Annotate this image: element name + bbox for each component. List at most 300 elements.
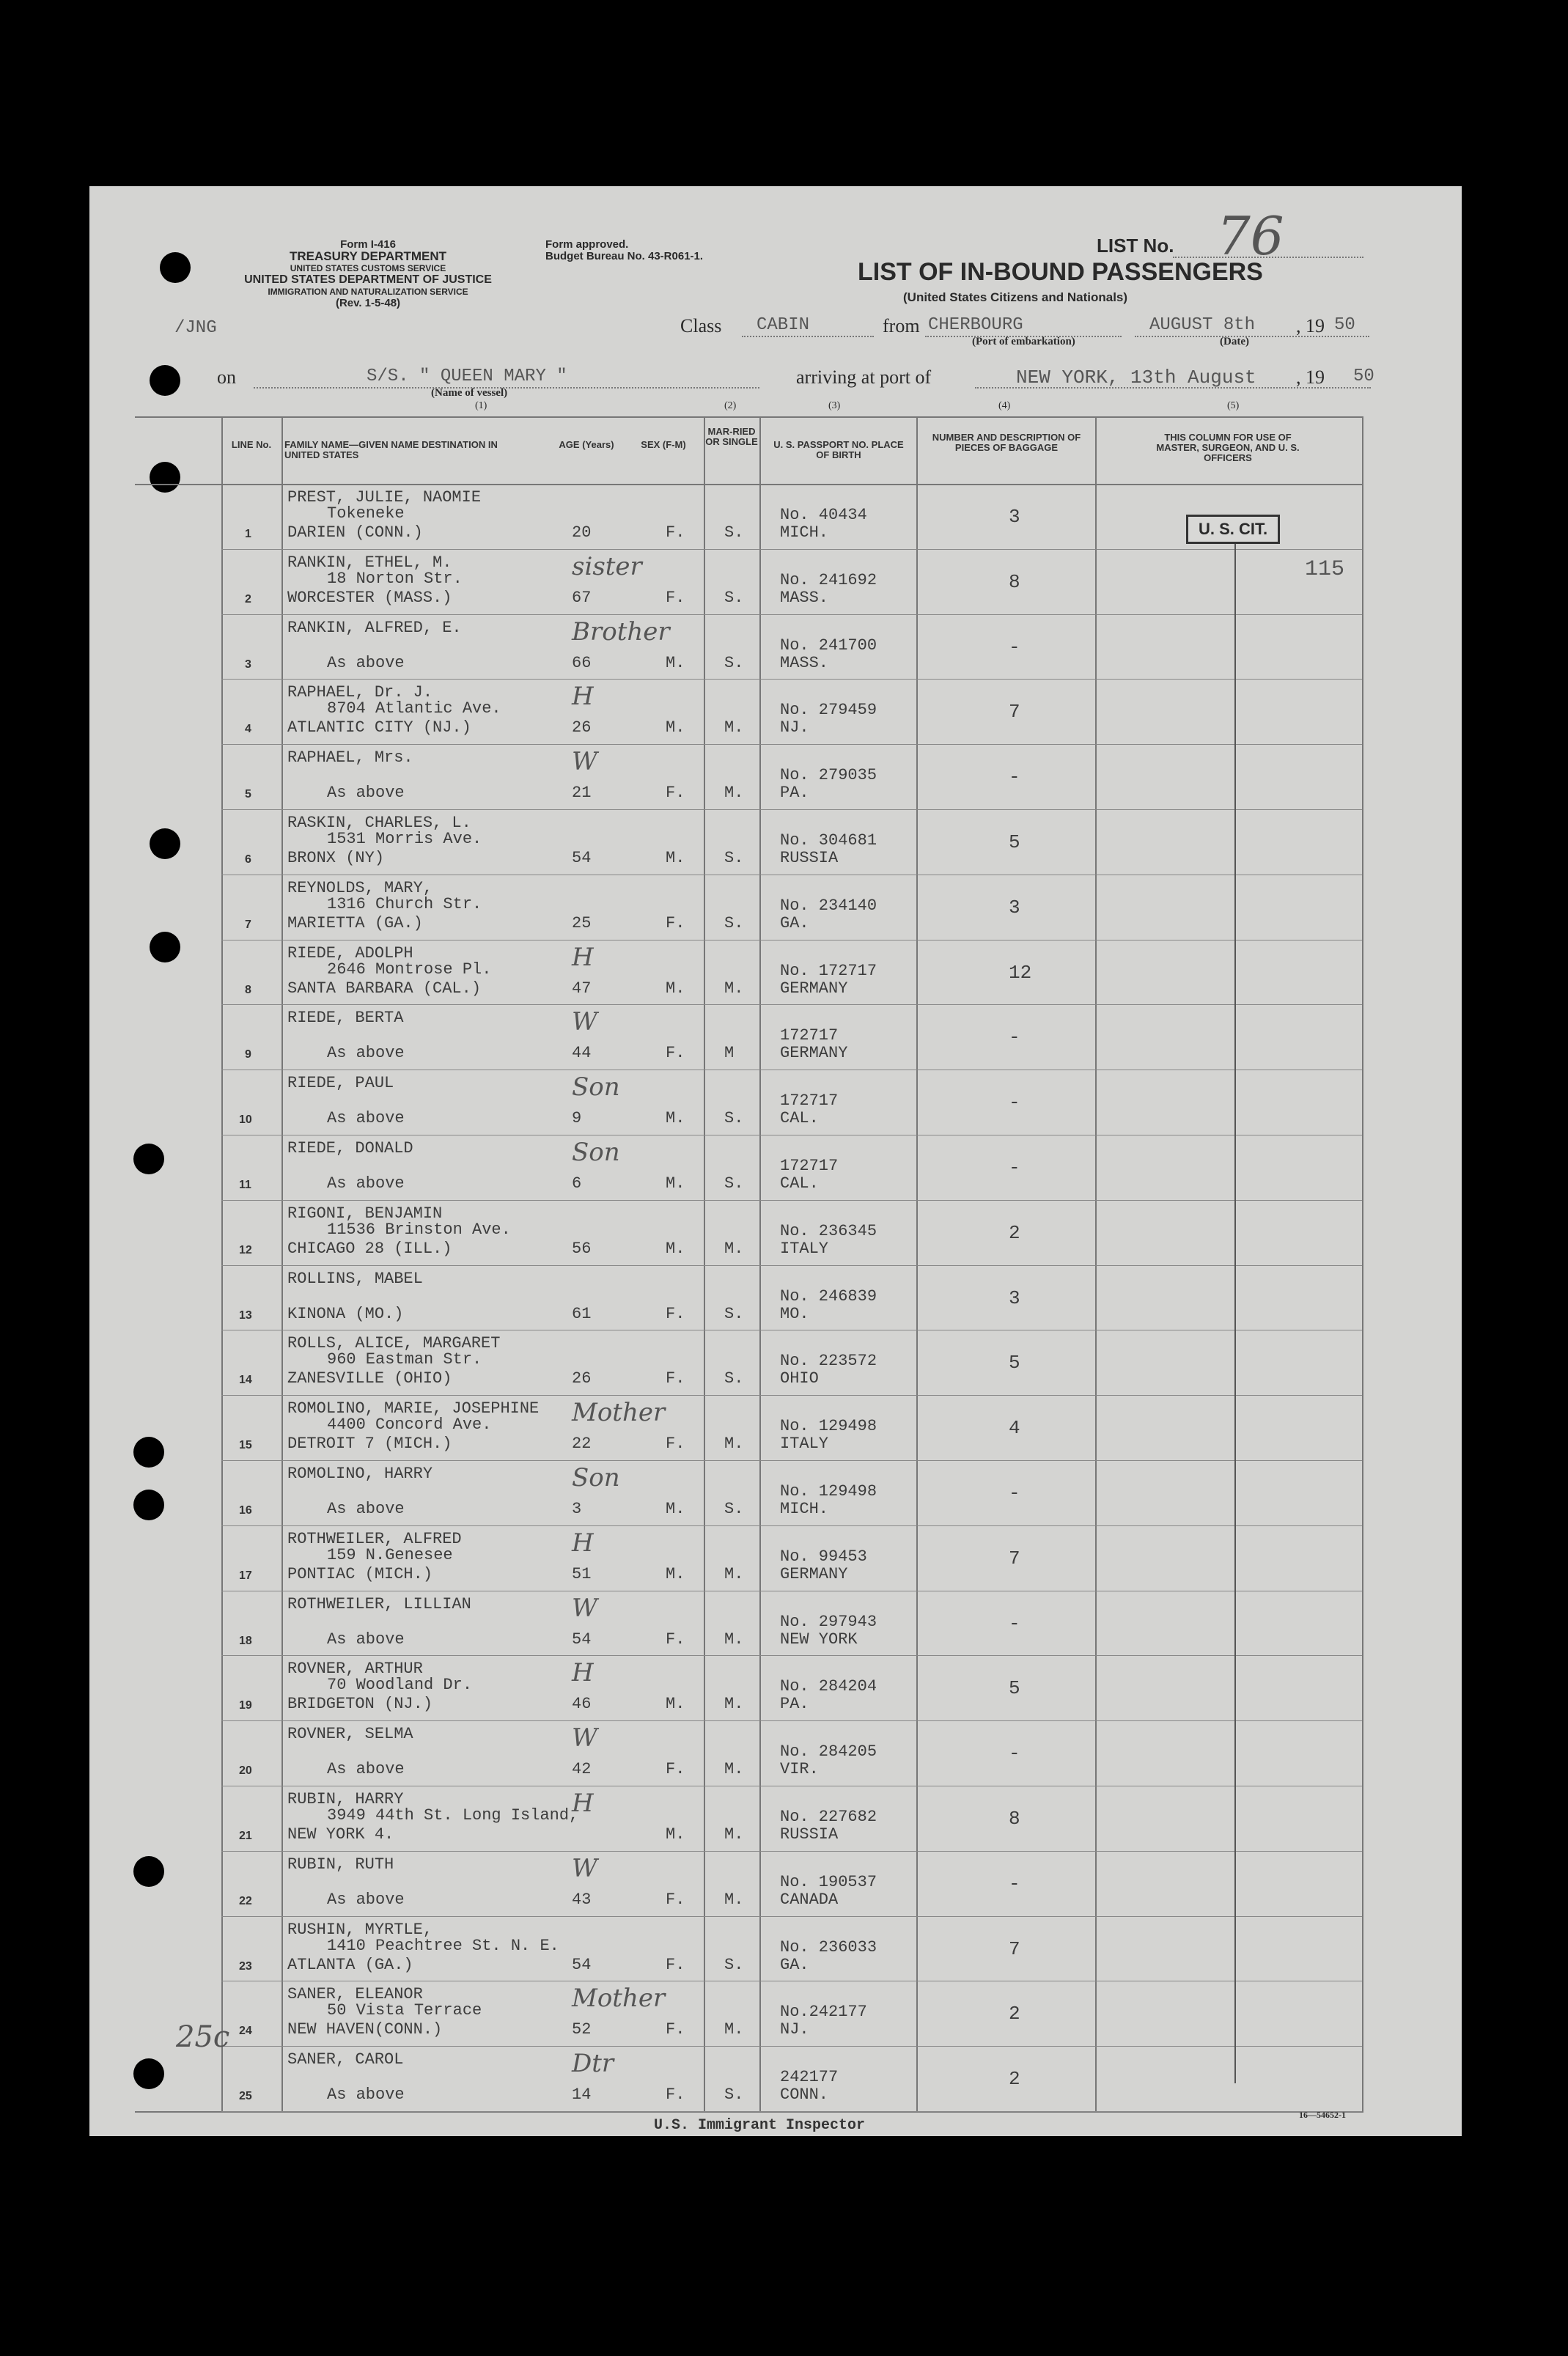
line-number: 22: [239, 1894, 252, 1907]
list-no-value: 76: [1217, 205, 1284, 267]
passenger-name: SANER, CAROL: [287, 2050, 404, 2069]
year-prefix-2: , 19: [1296, 367, 1325, 388]
relationship-note: W: [572, 747, 597, 777]
col-header-line-no: LINE No.: [231, 439, 272, 450]
baggage-count: 3: [1009, 1286, 1020, 1309]
baggage-count: 4: [1009, 1417, 1020, 1440]
sex: F.: [666, 1369, 685, 1388]
destination: NEW YORK 4.: [287, 1825, 394, 1844]
destination: ATLANTA (GA.): [287, 1955, 413, 1974]
address-line-1: 960 Eastman Str.: [327, 1350, 482, 1369]
relationship-note: W: [572, 1593, 597, 1623]
col-header-officers: THIS COLUMN FOR USE OF MASTER, SURGEON, AND U. S. OFFICERS: [1156, 432, 1300, 463]
passenger-name: RAPHAEL, Dr. J.: [287, 683, 433, 702]
sex: F.: [666, 1890, 685, 1909]
sex: M.: [666, 1564, 685, 1583]
passport-no: No. 246839: [780, 1286, 877, 1306]
age: 44: [572, 1044, 592, 1063]
age: 67: [572, 588, 592, 607]
destination: MARIETTA (GA.): [287, 913, 423, 932]
place-of-birth: PA.: [780, 784, 809, 803]
sex: F.: [666, 2020, 685, 2039]
baggage-count: -: [1009, 1157, 1020, 1179]
age: 46: [572, 1695, 592, 1714]
binder-hole: [150, 828, 180, 859]
vessel-label: (Name of vessel): [431, 387, 508, 399]
baggage-count: -: [1009, 766, 1020, 789]
sex: M.: [666, 1500, 685, 1518]
destination: ATLANTIC CITY (NJ.): [287, 718, 471, 737]
address-line-1: 50 Vista Terrace: [327, 2001, 482, 2020]
line-number: 9: [245, 1048, 251, 1061]
destination: As above: [327, 653, 405, 672]
passenger-name: RUBIN, HARRY: [287, 1790, 404, 1808]
place-of-birth: NJ.: [780, 2020, 809, 2039]
destination: As above: [327, 1174, 405, 1193]
place-of-birth: VIR.: [780, 1760, 819, 1779]
marital-status: M.: [724, 1760, 744, 1779]
row-separator: [221, 679, 1362, 680]
row-separator: [221, 1004, 1362, 1005]
year-1: 50: [1334, 315, 1355, 335]
age: 14: [572, 2086, 592, 2105]
passenger-name: SANER, ELEANOR: [287, 1985, 423, 2004]
place-of-birth: MICH.: [780, 523, 829, 542]
date-label: (Date): [1220, 336, 1249, 347]
address-line-1: 3949 44th St. Long Island,: [327, 1806, 579, 1825]
line-number: 21: [239, 1830, 252, 1842]
passenger-name: RIEDE, DONALD: [287, 1139, 413, 1157]
passenger-name: REYNOLDS, MARY,: [287, 878, 433, 897]
baggage-count: -: [1009, 1482, 1020, 1504]
sex: F.: [666, 1955, 685, 1974]
destination: As above: [327, 1890, 405, 1909]
passport-no: No.242177: [780, 2003, 867, 2022]
address-line-1: 18 Norton Str.: [327, 569, 463, 588]
baggage-count: 12: [1009, 961, 1032, 984]
port-embark-label: (Port of embarkation): [972, 336, 1075, 347]
age: 21: [572, 784, 592, 803]
age: 26: [572, 1369, 592, 1388]
relationship-note: Mother: [572, 1398, 666, 1428]
place-of-birth: MASS.: [780, 653, 829, 672]
year-prefix-1: , 19: [1296, 315, 1325, 336]
date-value: AUGUST 8th: [1149, 315, 1256, 335]
baggage-count: -: [1009, 1026, 1020, 1049]
line-number: 18: [239, 1634, 252, 1647]
destination: SANTA BARBARA (CAL.): [287, 979, 482, 998]
customs-service: UNITED STATES CUSTOMS SERVICE: [290, 263, 446, 273]
address-line-1: 1410 Peachtree St. N. E.: [327, 1936, 559, 1955]
place-of-birth: ITALY: [780, 1239, 829, 1258]
passenger-name: RIEDE, PAUL: [287, 1074, 394, 1093]
baggage-count: 2: [1009, 2003, 1020, 2025]
passenger-name: RIEDE, ADOLPH: [287, 943, 413, 962]
binder-hole: [133, 1856, 164, 1887]
sex: M.: [666, 1695, 685, 1714]
marital-status: S.: [724, 913, 744, 932]
budget-bureau: Budget Bureau No. 43-R061-1.: [545, 250, 704, 262]
baggage-count: 8: [1009, 1808, 1020, 1830]
place-of-birth: ITALY: [780, 1435, 829, 1454]
age: 20: [572, 523, 592, 542]
list-subtitle: (United States Citizens and Nationals): [903, 290, 1128, 304]
sex: F.: [666, 523, 685, 542]
place-of-birth: MICH.: [780, 1500, 829, 1518]
place-of-birth: NEW YORK: [780, 1630, 858, 1649]
destination: As above: [327, 2086, 405, 2105]
row-separator: [221, 614, 1362, 615]
passenger-name: ROMOLINO, MARIE, JOSEPHINE: [287, 1399, 540, 1418]
age: 61: [572, 1304, 592, 1323]
age: 47: [572, 979, 592, 998]
passport-no: No. 284204: [780, 1677, 877, 1696]
line-number: 23: [239, 1959, 252, 1973]
marital-status: M.: [724, 1695, 744, 1714]
place-of-birth: RUSSIA: [780, 1825, 839, 1844]
place-of-birth: CONN.: [780, 2086, 829, 2105]
destination: PONTIAC (MICH.): [287, 1564, 433, 1583]
baggage-count: 3: [1009, 896, 1020, 919]
place-of-birth: GERMANY: [780, 1564, 848, 1583]
relationship-note: H: [572, 1528, 594, 1558]
col-header-sex: SEX (F-M): [641, 439, 686, 450]
age: 3: [572, 1500, 582, 1518]
passenger-name: RIEDE, BERTA: [287, 1009, 404, 1028]
on-label: on: [217, 367, 236, 388]
address-line-1: Tokeneke: [327, 504, 405, 523]
class-value: CABIN: [757, 315, 810, 335]
passenger-name: ROVNER, ARTHUR: [287, 1660, 423, 1679]
place-of-birth: RUSSIA: [780, 849, 839, 867]
row-separator: [221, 1916, 1362, 1917]
row-separator: [221, 1200, 1362, 1201]
relationship-note: H: [572, 942, 594, 972]
marital-status: S.: [724, 1500, 744, 1518]
place-of-birth: PA.: [780, 1695, 809, 1714]
baggage-count: -: [1009, 636, 1020, 658]
line-number: 2: [245, 592, 251, 605]
passenger-name: RIGONI, BENJAMIN: [287, 1204, 443, 1223]
age: 26: [572, 718, 592, 737]
destination: DETROIT 7 (MICH.): [287, 1435, 452, 1454]
place-of-birth: GA.: [780, 913, 809, 932]
line-number: 15: [239, 1439, 252, 1452]
relationship-note: sister: [572, 551, 642, 581]
passport-no: No. 223572: [780, 1352, 877, 1371]
col-header-married: MAR-RIED OR SINGLE: [705, 426, 758, 447]
marital-status: S.: [724, 1304, 744, 1323]
passenger-name: RANKIN, ETHEL, M.: [287, 553, 452, 572]
marital-status: M.: [724, 718, 744, 737]
binder-hole: [133, 2058, 164, 2089]
passenger-name: RUSHIN, MYRTLE,: [287, 1920, 433, 1939]
citizen-stamp-text: U. S. CIT.: [1199, 520, 1268, 538]
row-separator: [221, 1525, 1362, 1526]
line-number: 20: [239, 1764, 252, 1778]
marital-status: M.: [724, 1630, 744, 1649]
col-num-1: (1): [475, 400, 487, 411]
form-number: Form I-416: [340, 238, 396, 251]
baggage-count: 7: [1009, 701, 1020, 724]
row-separator: [221, 1851, 1362, 1852]
binder-hole: [160, 252, 191, 283]
marital-status: S.: [724, 653, 744, 672]
passport-no: No. 129498: [780, 1417, 877, 1436]
address-line-1: 11536 Brinston Ave.: [327, 1220, 511, 1239]
sex: M.: [666, 653, 685, 672]
passport-no: No. 304681: [780, 831, 877, 850]
sex: F.: [666, 784, 685, 803]
destination: As above: [327, 1044, 405, 1063]
list-no-label: LIST No.: [1097, 235, 1174, 257]
year-2: 50: [1353, 367, 1374, 386]
passport-no: No. 279459: [780, 701, 877, 720]
age: 6: [572, 1174, 582, 1193]
row-separator: [221, 2111, 1362, 2112]
address-line-1: 1531 Morris Ave.: [327, 830, 482, 848]
vessel-name: S/S. " QUEEN MARY ": [367, 367, 567, 386]
destination: WORCESTER (MASS.): [287, 588, 452, 607]
passport-no: No. 241692: [780, 570, 877, 589]
passenger-name: ROTHWEILER, ALFRED: [287, 1529, 462, 1548]
passenger-name: PREST, JULIE, NAOMIE: [287, 488, 482, 507]
relationship-note: H: [572, 1658, 594, 1688]
baggage-count: 3: [1009, 506, 1020, 528]
baggage-count: -: [1009, 1612, 1020, 1635]
col-num-5: (5): [1227, 400, 1240, 411]
relationship-note: Son: [572, 1072, 620, 1102]
sex: M.: [666, 849, 685, 867]
destination: As above: [327, 784, 405, 803]
sex: F.: [666, 1760, 685, 1779]
address-line-1: 8704 Atlantic Ave.: [327, 699, 501, 718]
line-number: 14: [239, 1374, 252, 1387]
passport-no: No. 236345: [780, 1221, 877, 1240]
relationship-note: Mother: [572, 1984, 666, 2014]
sex: F.: [666, 1630, 685, 1649]
passenger-name: ROLLS, ALICE, MARGARET: [287, 1334, 501, 1353]
baggage-count: 7: [1009, 1547, 1020, 1569]
row-separator: [221, 744, 1362, 745]
destination: BRONX (NY): [287, 849, 385, 867]
place-of-birth: GERMANY: [780, 979, 848, 998]
treasury-dept: TREASURY DEPARTMENT: [289, 249, 447, 263]
from-value: CHERBOURG: [928, 315, 1023, 335]
age: 56: [572, 1239, 592, 1258]
destination: CHICAGO 28 (ILL.): [287, 1239, 452, 1258]
marital-status: M.: [724, 784, 744, 803]
citizen-stamp: [1186, 515, 1280, 544]
binder-hole: [150, 932, 180, 962]
sex: M.: [666, 1174, 685, 1193]
marital-status: S.: [724, 523, 744, 542]
baggage-count: 2: [1009, 2068, 1020, 2091]
passport-no: No. 279035: [780, 766, 877, 785]
col-num-3: (3): [828, 400, 841, 411]
baggage-count: 2: [1009, 1221, 1020, 1244]
class-label: Class: [680, 315, 722, 336]
passport-no: 172717: [780, 1157, 839, 1175]
marital-status: M.: [724, 1239, 744, 1258]
arrival-value: NEW YORK, 13th August: [1016, 367, 1256, 389]
marital-status: S.: [724, 588, 744, 607]
age: 22: [572, 1435, 592, 1454]
age: 43: [572, 1890, 592, 1909]
destination: As above: [327, 1109, 405, 1128]
form-reference: 16—54652-1: [1299, 2110, 1346, 2120]
place-of-birth: GA.: [780, 1955, 809, 1974]
row-separator: [221, 1395, 1362, 1396]
margin-note: 25c: [176, 2020, 230, 2054]
passport-no: No. 234140: [780, 896, 877, 915]
marital-status: S.: [724, 849, 744, 867]
binder-hole: [133, 1437, 164, 1468]
col-header-passport: U. S. PASSPORT NO. PLACE OF BIRTH: [773, 439, 904, 460]
line-number: 4: [245, 723, 251, 736]
passenger-name: ROTHWEILER, LILLIAN: [287, 1594, 471, 1613]
marital-status: S.: [724, 1955, 744, 1974]
relationship-note: W: [572, 1723, 597, 1753]
passport-no: 172717: [780, 1092, 839, 1111]
baggage-count: 5: [1009, 1677, 1020, 1700]
marital-status: M.: [724, 979, 744, 998]
sex: M.: [666, 1109, 685, 1128]
destination: As above: [327, 1500, 405, 1518]
col-header-baggage: NUMBER AND DESCRIPTION OF PIECES OF BAGGAGE: [932, 432, 1081, 453]
place-of-birth: MO.: [780, 1304, 809, 1323]
form-header-left: [214, 239, 522, 309]
passenger-name: RUBIN, RUTH: [287, 1855, 394, 1874]
address-line-1: 4400 Concord Ave.: [327, 1416, 492, 1435]
baggage-count: -: [1009, 1742, 1020, 1765]
marital-status: M.: [724, 1435, 744, 1454]
line-number: 3: [245, 658, 251, 671]
age: 54: [572, 1955, 592, 1974]
relationship-note: Brother: [572, 616, 670, 647]
passenger-name: ROMOLINO, HARRY: [287, 1465, 433, 1483]
revision-date: (Rev. 1-5-48): [335, 297, 401, 309]
age: 25: [572, 913, 592, 932]
col-num-4: (4): [998, 400, 1011, 411]
relationship-note: Son: [572, 1138, 620, 1167]
destination: BRIDGETON (NJ.): [287, 1695, 433, 1714]
line-number: 17: [239, 1569, 252, 1582]
marital-status: M.: [724, 2020, 744, 2039]
ins-service: IMMIGRATION AND NATURALIZATION SERVICE: [268, 287, 468, 297]
sex: F.: [666, 913, 685, 932]
passport-no: No. 99453: [780, 1547, 867, 1566]
line-number: 11: [239, 1179, 251, 1191]
row-separator: [221, 2046, 1362, 2047]
address-line-1: 2646 Montrose Pl.: [327, 960, 492, 979]
line-number: 5: [245, 788, 251, 801]
sex: M.: [666, 718, 685, 737]
age: 54: [572, 849, 592, 867]
clerk-initials: /JNG: [174, 318, 217, 338]
sex: F.: [666, 1304, 685, 1323]
passport-no: No. 236033: [780, 1937, 877, 1956]
place-of-birth: GERMANY: [780, 1044, 848, 1063]
line-number: 24: [239, 2025, 252, 2038]
marital-status: M.: [724, 1564, 744, 1583]
row-separator: [221, 809, 1362, 810]
sex: F.: [666, 2086, 685, 2105]
justice-dept: UNITED STATES DEPARTMENT OF JUSTICE: [244, 273, 492, 286]
passport-no: No. 129498: [780, 1482, 877, 1501]
place-of-birth: CAL.: [780, 1174, 819, 1193]
line-number: 8: [245, 983, 251, 996]
place-of-birth: OHIO: [780, 1369, 819, 1388]
baggage-count: 5: [1009, 831, 1020, 853]
col-num-2: (2): [724, 400, 737, 411]
relationship-note: W: [572, 1007, 597, 1037]
passport-no: 172717: [780, 1026, 839, 1045]
place-of-birth: MASS.: [780, 588, 829, 607]
row-separator: [221, 549, 1362, 550]
destination: As above: [327, 1630, 405, 1649]
binder-hole: [150, 365, 180, 396]
address-line-1: 70 Woodland Dr.: [327, 1676, 473, 1695]
line-number: 6: [245, 853, 251, 866]
arriving-label: arriving at port of: [796, 367, 932, 388]
col-header-name: FAMILY NAME—GIVEN NAME DESTINATION IN UNITED STATES: [284, 439, 498, 460]
passenger-name: ROVNER, SELMA: [287, 1725, 413, 1744]
baggage-count: 5: [1009, 1352, 1020, 1374]
from-label: from: [883, 315, 920, 336]
destination: DARIEN (CONN.): [287, 523, 423, 542]
line-number: 16: [239, 1504, 252, 1517]
passport-no: No. 40434: [780, 506, 867, 524]
relationship-note: W: [572, 1853, 597, 1883]
sex: F.: [666, 1435, 685, 1454]
line-number: 19: [239, 1699, 252, 1712]
binder-hole: [150, 462, 180, 493]
passport-no: No. 172717: [780, 961, 877, 980]
place-of-birth: CANADA: [780, 1890, 839, 1909]
form-approval: [545, 239, 703, 262]
address-line-1: 159 N.Genesee: [327, 1545, 453, 1564]
destination: As above: [327, 1760, 405, 1779]
marital-status: M.: [724, 1890, 744, 1909]
side-number: 115: [1305, 557, 1345, 582]
marital-status: S.: [724, 1369, 744, 1388]
sex: M.: [666, 1239, 685, 1258]
destination: NEW HAVEN(CONN.): [287, 2020, 443, 2039]
relationship-note: H: [572, 1789, 594, 1818]
line-number: 12: [239, 1243, 252, 1256]
marital-status: M: [724, 1044, 735, 1063]
marital-status: S.: [724, 1109, 744, 1128]
line-number: 10: [239, 1113, 252, 1127]
relationship-note: H: [572, 682, 594, 712]
marital-status: S.: [724, 2086, 744, 2105]
baggage-count: 7: [1009, 1937, 1020, 1960]
baggage-count: -: [1009, 1092, 1020, 1114]
binder-hole: [133, 1144, 164, 1174]
passport-no: 242177: [780, 2068, 839, 2087]
list-title: LIST OF IN-BOUND PASSENGERS: [858, 258, 1263, 286]
age: 52: [572, 2020, 592, 2039]
age: 51: [572, 1564, 592, 1583]
form-approved: Form approved.: [545, 238, 629, 251]
relationship-note: Dtr: [572, 2049, 614, 2079]
row-separator: [221, 1265, 1362, 1266]
line-number: 1: [245, 528, 251, 540]
passenger-name: RANKIN, ALFRED, E.: [287, 618, 462, 637]
age: 54: [572, 1630, 592, 1649]
sex: M.: [666, 979, 685, 998]
